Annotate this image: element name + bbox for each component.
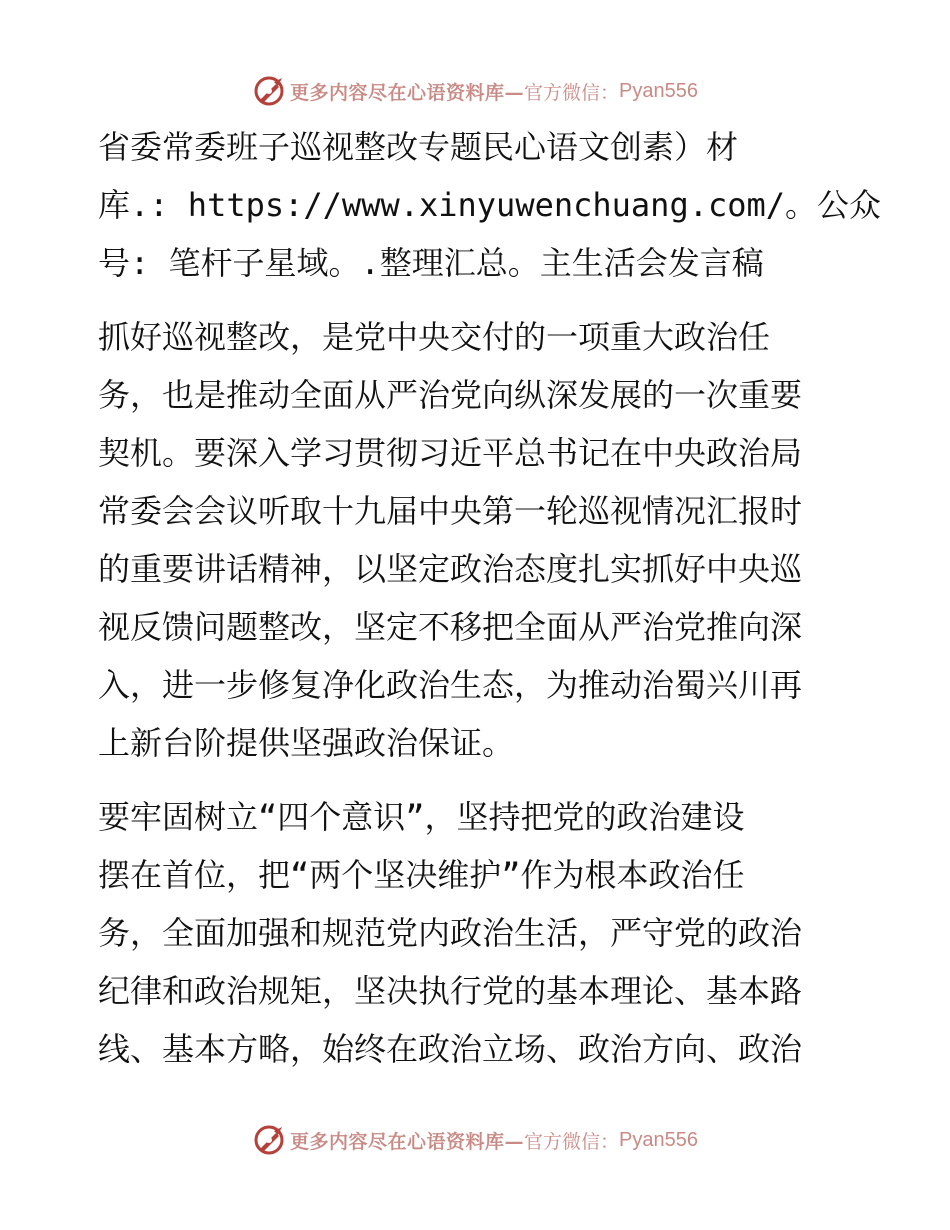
paragraph-intro: [98, 118, 882, 292]
text-line: 库.: https://www.xinyuwenchuang.com/。公众: [98, 186, 882, 224]
quill-logo-icon: [252, 74, 286, 108]
banner-wechat-label: 官方微信：: [524, 81, 620, 104]
text-line: 省委常委班子巡视整改专题民心语文创素）材: [98, 128, 739, 166]
banner-wechat-label: 官方微信：: [524, 1130, 620, 1153]
banner-site-text: 更多内容尽在心语资料库—: [290, 1130, 525, 1153]
text-line: 纪律和政治规矩，坚决执行党的基本理论、基本路: [98, 972, 803, 1010]
paragraph-four-consciousness: [98, 788, 858, 1078]
paragraph-rectification: [98, 308, 858, 772]
text-line: 务，全面加强和规范党内政治生活，严守党的政治: [98, 914, 803, 952]
text-line: 视反馈问题整改，坚定不移把全面从严治党推向深: [98, 608, 803, 646]
text-line: 务，也是推动全面从严治党向纵深发展的一次重要: [98, 376, 803, 414]
text-line: 号: 笔杆子星域。.整理汇总。主生活会发言稿: [98, 244, 764, 282]
document-body: [98, 118, 882, 1078]
banner-site-text: 更多内容尽在心语资料库—: [290, 81, 525, 104]
quill-logo-icon: [252, 1123, 286, 1157]
text-line: 上新台阶提供坚强政治保证。: [98, 724, 515, 762]
text-line: 线、基本方略，始终在政治立场、政治方向、政治: [98, 1030, 803, 1068]
footer-banner: [0, 1120, 950, 1160]
text-line: 要牢固树立“四个意识”，坚持把党的政治建设: [98, 798, 745, 836]
text-line: 入，进一步修复净化政治生态，为推动治蜀兴川再: [98, 666, 803, 704]
text-line: 抓好巡视整改，是党中央交付的一项重大政治任: [98, 318, 771, 356]
text-line: 摆在首位，把“两个坚决维护”作为根本政治任: [98, 856, 745, 894]
header-banner: [0, 71, 950, 111]
banner-wechat-id: Pyan556: [619, 1128, 698, 1151]
banner-wechat-id: Pyan556: [619, 79, 698, 102]
text-line: 契机。要深入学习贯彻习近平总书记在中央政治局: [98, 434, 803, 472]
text-line: 常委会会议听取十九届中央第一轮巡视情况汇报时: [98, 492, 803, 530]
text-line: 的重要讲话精神，以坚定政治态度扎实抓好中央巡: [98, 550, 803, 588]
